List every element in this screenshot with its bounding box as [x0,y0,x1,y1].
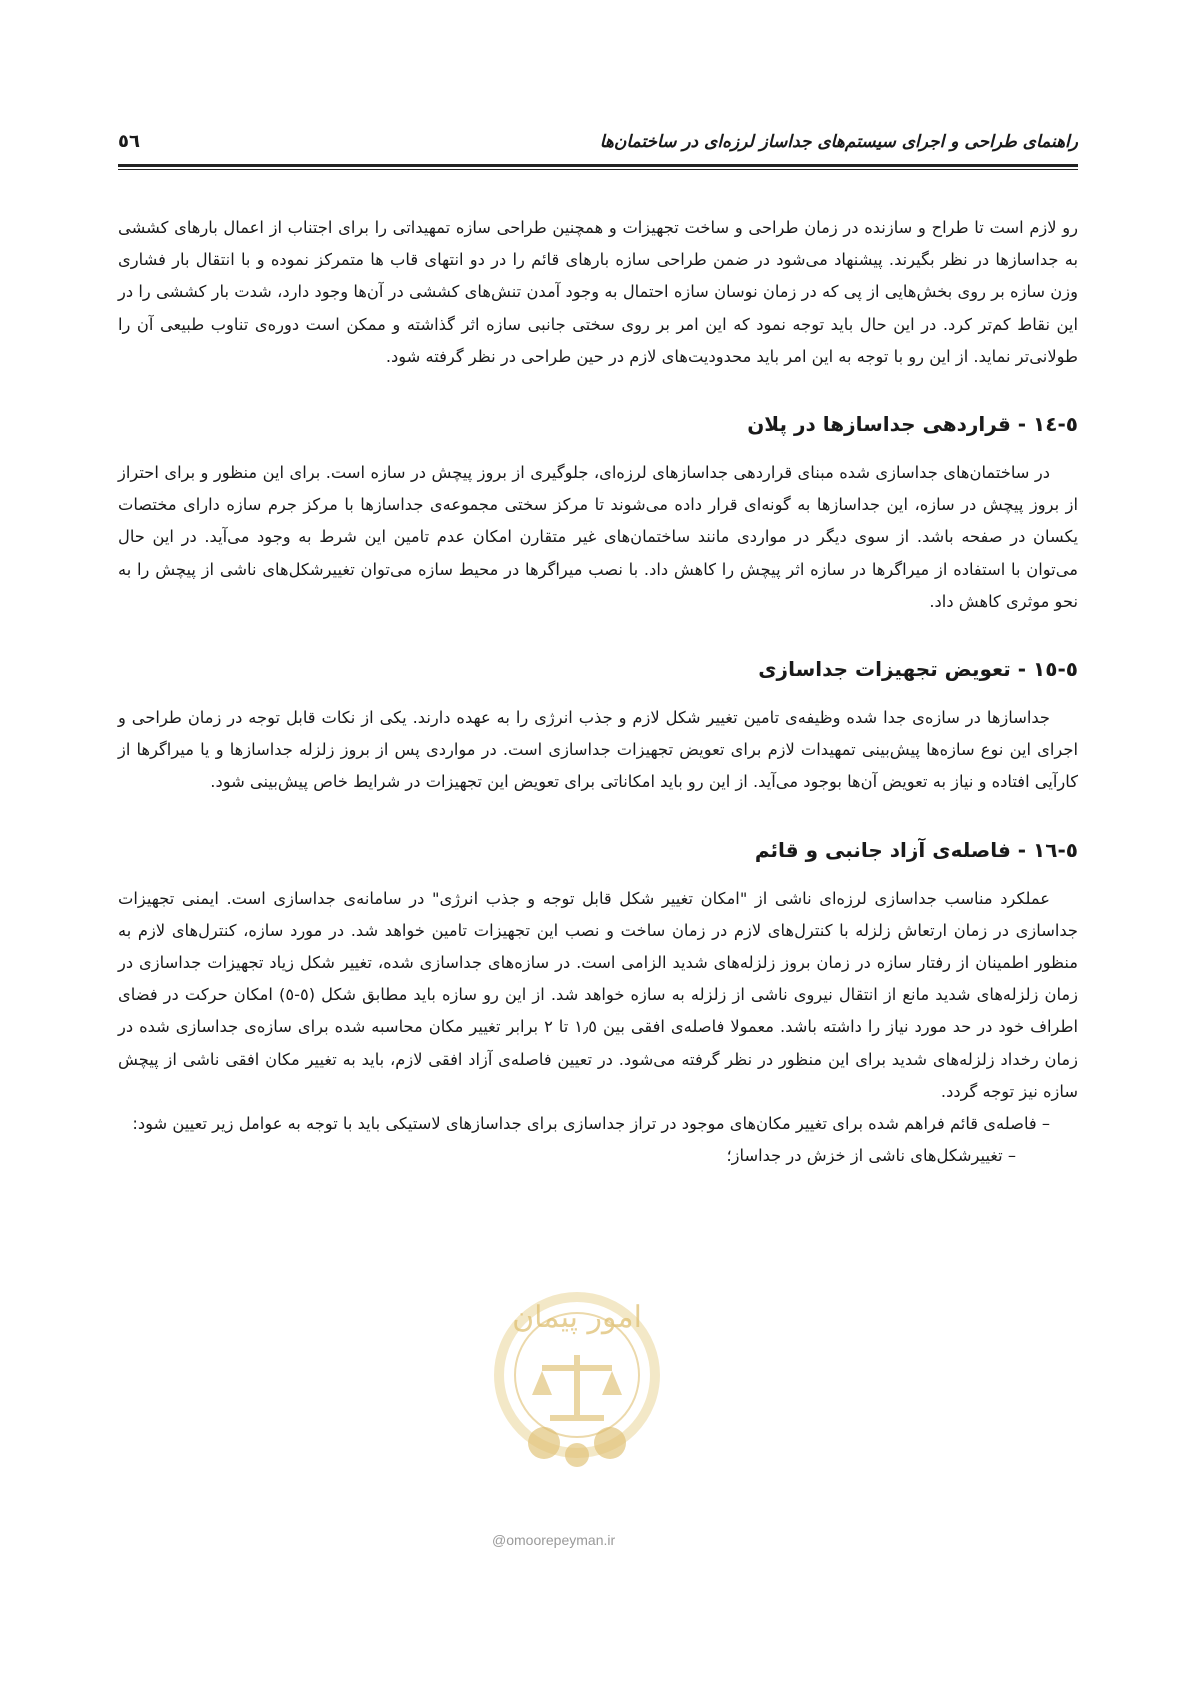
section-heading-15 [118,652,1078,686]
section-16-paragraph: عملکرد مناسب جداسازی لرزه‌ای ناشی از "امکان تغییر شکل قابل توجه و جذب انرژی" در سامانه‌ی جداسازی است. ایمنی تجهیزات جداسازی در زمان ارتعاش زلزله با کنترل‌های لازم در زمان ساخت و نصب این تجهیزات تامین خواهد شد. در مورد سازه، کنترل‌های لازم به منظور اطمینان از رفتار سازه در زمان بروز زلزله‌های شدید الزامی است. در سازه‌های جداسازی شده، تغییر شکل زیاد تجهیزات جداسازی در زمان زلزله‌های شدید مانع از انتقال نیروی ناشی از زلزله به سازه خواهد شد. از این رو سازه باید مطابق شکل (٥-٥) امکان حرکت در فضای اطراف خود در حد مورد نیاز را داشته باشد. معمولا فاصله‌ی افقی بین ١٫٥ تا ٢ برابر تغییر مکان محاسبه شده برای سازه‌ی جداسازی شده در زمان رخداد زلزله‌های شدید برای این منظور در نظر گرفته می‌شود. در تعیین فاصله‌ی آزاد افقی لازم، باید به تغییر مکان افقی ناشی از پیچش سازه نیز توجه گردد. [118,888,1078,1101]
section-title: قراردهی جداسازها در پلان [747,412,1011,437]
page-number: ٥٦ [118,131,140,152]
bullet-item: – تغییرشکل‌های ناشی از خزش در جداساز؛ [726,1146,1016,1166]
page-body [118,212,1078,1172]
section-number: ٥-١٤ [1033,412,1078,437]
intro-paragraph: رو لازم است تا طراح و سازنده در زمان طراحی و ساخت تجهیزات و همچنین طراحی سازه تمهیداتی را برای اجتناب از اعمال بارهای کششی به جداسازها در نظر بگیرند. پیشنهاد می‌شود در ضمن طراحی سازه بارهای قائم را در دو انتهای قاب ها متمرکز نموده و با انتقال بار فشاری وزن سازه بر روی بخش‌هایی از پی که در زمان نوسان سازه احتمال به وجود آمدن تنش‌های کششی در آن‌ها وجود دارد، شدت بار کششی را در این نقاط کم‌تر کرد. در این حال باید توجه نمود که این امر بر روی سختی جانبی سازه اثر گذاشته و ممکن است دوره‌ی تناوب طبیعی آن را طولانی‌تر نماید. از این رو با توجه به این امر باید محدودیت‌های لازم در حین طراحی در نظر گرفته شود. [118,218,1078,366]
section-number: ٥-١٦ [1033,837,1078,862]
section-heading-16 [118,833,1078,867]
watermark-logo [482,1255,672,1505]
watermark-url: @omoorepeyman.ir [492,1532,616,1548]
heading-dash: - [1010,837,1027,862]
section-heading-14 [118,407,1078,441]
section-14-paragraph: در ساختمان‌های جداسازی شده مبنای قراردهی جداسازهای لرزه‌ای، جلوگیری از بروز پیچش در سازه است. برای این منظور و برای احتراز از بروز پیچش در سازه، این جداسازها به گونه‌ای قرار داده می‌شوند تا مرکز سختی مجموعه‌ی جداسازها با مرکز جرم سازه دارای مختصات یکسان در صفحه باشد. از سوی دیگر در مواردی مانند ساختمان‌های غیر متقارن امکان عدم تامین این شرط به وجود می‌آید. در این حال می‌توان با استفاده از میراگرها در سازه اثر پیچش را کاهش داد. با نصب میراگرها در محیط سازه می‌توان تغییرشکل‌های ناشی از پیچش را به نحو موثری کاهش داد. [118,463,1078,611]
header-rule [118,164,1078,167]
heading-dash: - [1010,657,1027,682]
heading-dash: - [1010,412,1027,437]
watermark-logo-text: امور پیمان [512,1300,642,1335]
running-title: راهنمای طراحی و اجرای سیستم‌های جداساز لرزه‌ای در ساختمان‌ها [599,132,1078,152]
section-title: تعویض تجهیزات جداسازی [758,657,1011,682]
section-title: فاصله‌ی آزاد جانبی و قائم [754,837,1011,862]
bullet-item: – فاصله‌ی قائم فراهم شده برای تغییر مکان‌های موجود در تراز جداسازی برای جداسازهای لاستیکی باید با توجه به عوامل زیر تعیین شود: [132,1114,1050,1134]
header-rule-thin [118,169,1078,170]
section-number: ٥-١٥ [1033,657,1078,682]
section-15-paragraph: جداسازها در سازه‌ی جدا شده وظیفه‌ی تامین تغییر شکل لازم و جذب انرژی را به عهده دارند. یکی از نکات قابل توجه در زمان طراحی و اجرای این نوع سازه‌ها پیش‌بینی تمهیدات لازم برای تعویض تجهیزات جداسازی است. در مواردی پس از بروز زلزله جداسازها و یا میراگرها از کارآیی افتاده و نیاز به تعویض آن‌ها بوجود می‌آید. از این رو باید امکاناتی برای تعویض این تجهیزات در شرایط خاص پیش‌بینی شود. [118,708,1078,792]
page-header [118,128,1078,168]
